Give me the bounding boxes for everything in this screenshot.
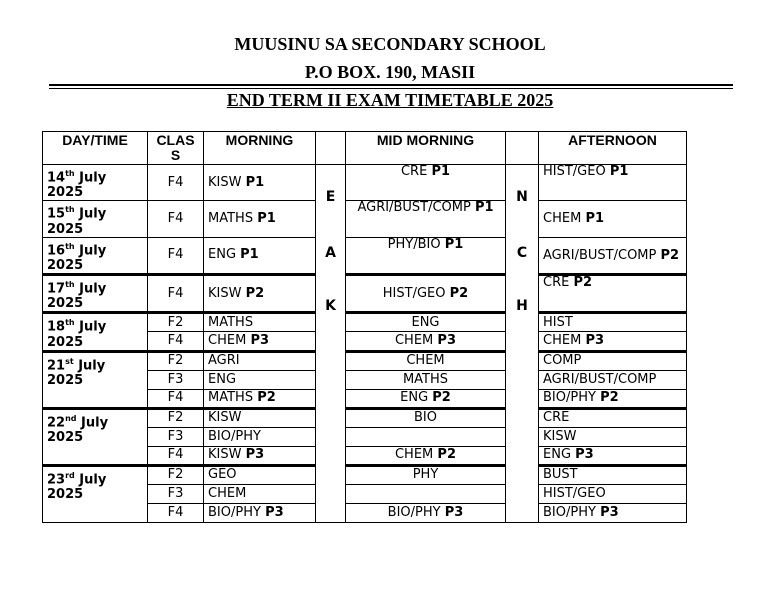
class-cell	[148, 332, 204, 351]
paper: P3	[585, 333, 605, 349]
mid-morning-cell	[346, 313, 506, 332]
class-cell	[148, 484, 204, 503]
subject: CRE	[543, 274, 570, 290]
afternoon-cell	[539, 389, 687, 408]
day-month-year: July 2025	[47, 471, 107, 502]
break-column	[316, 165, 346, 523]
class-label: F4	[167, 247, 184, 263]
morning-cell	[204, 237, 316, 274]
class-cell	[148, 446, 204, 465]
subject: CHEM	[208, 485, 247, 501]
subject: ENG	[208, 371, 237, 387]
afternoon-cell	[539, 446, 687, 465]
subject: ENG	[208, 247, 237, 263]
mid-morning-cell	[346, 408, 506, 427]
subject: HIST	[543, 314, 573, 330]
subject: CHEM	[406, 353, 445, 369]
class-label: F2	[167, 467, 184, 483]
day-cell	[43, 351, 148, 408]
class-cell	[148, 201, 204, 237]
break-letter: K	[325, 298, 336, 314]
day-month-year: July 2025	[47, 206, 107, 237]
class-cell	[148, 389, 204, 408]
subject: HIST/GEO	[543, 485, 606, 501]
col-header-daytime: DAY/TIME	[43, 132, 148, 165]
subject: ENG	[411, 314, 440, 330]
paper: P1	[257, 210, 276, 226]
class-label: F4	[167, 504, 184, 520]
subject: BIO	[414, 410, 437, 426]
day-suffix: nd	[65, 413, 77, 423]
paper: P2	[573, 274, 593, 290]
paper: P3	[265, 504, 284, 520]
paper: P2	[432, 390, 451, 406]
morning-cell	[204, 370, 316, 389]
subject: KISW	[208, 285, 242, 301]
mid-morning-cell	[346, 351, 506, 370]
subject: MATHS	[208, 314, 254, 330]
paper: P1	[609, 164, 629, 179]
morning-cell	[204, 446, 316, 465]
class-cell	[148, 370, 204, 389]
class-cell	[148, 427, 204, 446]
day-month-year: July 2025	[47, 242, 107, 273]
mid-morning-cell	[346, 484, 506, 503]
morning-cell	[204, 484, 316, 503]
subject: KISW	[208, 447, 242, 463]
table-row	[43, 313, 687, 332]
subject: PHY	[412, 467, 439, 483]
school-address: P.O BOX. 190, MASII	[304, 62, 476, 82]
class-cell	[148, 237, 204, 274]
col-header-mid-morning: MID MORNING	[346, 132, 506, 165]
day-suffix: th	[65, 279, 75, 289]
subject: HIST/GEO	[543, 164, 606, 179]
paper: P2	[600, 390, 619, 406]
class-cell	[148, 465, 204, 484]
subject: MATHS	[208, 210, 254, 226]
day-number: 22	[47, 414, 66, 430]
subject: AGRI/BUST/COMP	[543, 247, 657, 263]
table-row	[43, 237, 687, 274]
class-label: F3	[167, 428, 184, 444]
morning-cell	[204, 332, 316, 351]
mid-morning-cell	[346, 237, 506, 274]
paper: P2	[449, 285, 469, 301]
paper: P1	[444, 237, 464, 252]
class-cell	[148, 313, 204, 332]
mid-morning-cell	[346, 503, 506, 522]
subject: BUST	[543, 467, 578, 483]
table-row	[43, 408, 687, 427]
afternoon-cell	[539, 465, 687, 484]
afternoon-cell	[539, 201, 687, 237]
class-label: F2	[167, 314, 184, 330]
class-label: F4	[167, 447, 184, 463]
subject: HIST/GEO	[382, 285, 446, 301]
morning-cell	[204, 503, 316, 522]
day-number: 18	[47, 319, 66, 335]
mid-morning-cell	[346, 165, 506, 201]
paper: P2	[437, 447, 456, 463]
afternoon-cell	[539, 237, 687, 274]
timetable-title: END TERM II EXAM TIMETABLE 2025	[226, 90, 554, 110]
col-header-morning: MORNING	[204, 132, 316, 165]
subject: COMP	[543, 353, 582, 369]
paper: P2	[660, 247, 680, 263]
subject: AGRI/BUST/COMP	[543, 371, 657, 387]
paper: P1	[585, 210, 605, 226]
break-letter: E	[325, 189, 336, 205]
day-suffix: st	[65, 356, 74, 366]
subject: AGRI/BUST/COMP	[357, 200, 471, 216]
paper: P2	[257, 390, 276, 406]
subject: MATHS	[208, 390, 254, 406]
paper: P3	[575, 447, 594, 463]
mid-morning-cell	[346, 370, 506, 389]
class-label: F4	[167, 174, 184, 190]
subject: ENG	[400, 390, 429, 406]
afternoon-cell	[539, 332, 687, 351]
subject: MATHS	[402, 371, 449, 387]
class-cell	[148, 165, 204, 201]
paper: P3	[245, 447, 265, 463]
day-cell	[43, 313, 148, 351]
subject: PHY/BIO	[387, 237, 441, 252]
afternoon-cell	[539, 165, 687, 201]
morning-cell	[204, 313, 316, 332]
day-number: 23	[47, 471, 66, 487]
subject: CHEM	[543, 210, 582, 226]
subject: KISW	[208, 174, 242, 190]
subject: BIO/PHY	[543, 390, 596, 406]
day-cell	[43, 465, 148, 522]
subject: CHEM	[394, 447, 434, 463]
mid-morning-cell	[346, 201, 506, 237]
table-row	[43, 165, 687, 201]
day-month-year: July 2025	[47, 357, 106, 388]
day-suffix: rd	[65, 470, 75, 480]
mid-morning-cell	[346, 446, 506, 465]
subject: AGRI	[208, 353, 240, 369]
day-number: 21	[47, 357, 66, 373]
class-label: F2	[167, 353, 184, 369]
table-row	[43, 351, 687, 370]
day-month-year: July 2025	[47, 281, 107, 312]
subject: CRE	[400, 164, 428, 179]
afternoon-cell	[539, 427, 687, 446]
subject: CHEM	[543, 333, 582, 349]
break-letter: A	[325, 245, 336, 261]
paper: P3	[444, 504, 464, 520]
day-suffix: th	[65, 169, 75, 178]
day-month-year: July 2025	[47, 170, 107, 201]
subject: BIO/PHY	[387, 504, 441, 520]
morning-cell	[204, 389, 316, 408]
day-cell	[43, 408, 148, 465]
col-header-lunch	[506, 132, 539, 165]
col-header-break	[316, 132, 346, 165]
paper: P1	[474, 200, 494, 216]
day-suffix: th	[65, 205, 75, 215]
day-number: 14	[47, 170, 66, 186]
subject: KISW	[543, 428, 577, 444]
morning-cell	[204, 408, 316, 427]
class-label: F3	[167, 371, 184, 387]
paper: P1	[240, 247, 259, 263]
lunch-column	[506, 165, 539, 523]
day-month-year: July 2025	[47, 319, 107, 350]
paper: P3	[600, 504, 619, 520]
day-cell	[43, 237, 148, 274]
paper: P1	[245, 174, 265, 190]
table-row	[43, 274, 687, 312]
paper: P3	[250, 333, 270, 349]
class-cell	[148, 503, 204, 522]
class-label: F2	[167, 410, 184, 426]
col-header-afternoon: AFTERNOON	[539, 132, 687, 165]
afternoon-cell	[539, 351, 687, 370]
subject: CRE	[543, 410, 570, 426]
morning-cell	[204, 351, 316, 370]
afternoon-cell	[539, 408, 687, 427]
morning-cell	[204, 165, 316, 201]
lunch-letter: H	[516, 298, 528, 314]
day-number: 17	[47, 281, 66, 297]
mid-morning-cell	[346, 389, 506, 408]
morning-cell	[204, 201, 316, 237]
class-label: F4	[167, 333, 184, 349]
day-cell	[43, 165, 148, 201]
header-rule-thick	[49, 84, 733, 86]
subject: BIO/PHY	[543, 504, 596, 520]
subject: KISW	[208, 410, 242, 426]
day-cell	[43, 274, 148, 312]
class-cell	[148, 274, 204, 312]
paper: P1	[431, 164, 451, 179]
day-month-year: July 2025	[47, 414, 109, 445]
day-number: 16	[47, 242, 66, 258]
paper: P3	[437, 333, 456, 349]
afternoon-cell	[539, 503, 687, 522]
subject: ENG	[543, 447, 572, 463]
mid-morning-cell	[346, 274, 506, 312]
afternoon-cell	[539, 370, 687, 389]
header-rule-thin	[49, 88, 733, 89]
class-label: F4	[167, 210, 184, 226]
morning-cell	[204, 427, 316, 446]
subject: CHEM	[208, 333, 247, 349]
class-cell	[148, 408, 204, 427]
day-cell	[43, 201, 148, 237]
morning-cell	[204, 465, 316, 484]
subject: BIO/PHY	[208, 428, 261, 444]
class-label: F4	[167, 390, 184, 406]
mid-morning-cell	[346, 332, 506, 351]
exam-timetable	[42, 131, 687, 523]
school-name: MUUSINU SA SECONDARY SCHOOL	[234, 34, 546, 54]
mid-morning-cell	[346, 465, 506, 484]
col-header-class: CLASS	[148, 132, 204, 165]
day-number: 15	[47, 206, 66, 222]
header-row	[43, 132, 687, 165]
subject: BIO/PHY	[208, 504, 261, 520]
afternoon-cell	[539, 313, 687, 332]
day-suffix: th	[65, 241, 75, 251]
lunch-letter: N	[516, 189, 528, 205]
table-row	[43, 465, 687, 484]
lunch-letter: C	[516, 245, 528, 261]
day-suffix: th	[65, 318, 75, 328]
afternoon-cell	[539, 274, 687, 312]
class-cell	[148, 351, 204, 370]
paper: P2	[245, 285, 265, 301]
afternoon-cell	[539, 484, 687, 503]
table-row	[43, 201, 687, 237]
subject: GEO	[208, 467, 237, 483]
class-label: F3	[167, 485, 184, 501]
subject: CHEM	[394, 333, 434, 349]
class-label: F4	[167, 285, 184, 301]
timetable-body	[43, 165, 687, 523]
morning-cell	[204, 274, 316, 312]
mid-morning-cell	[346, 427, 506, 446]
